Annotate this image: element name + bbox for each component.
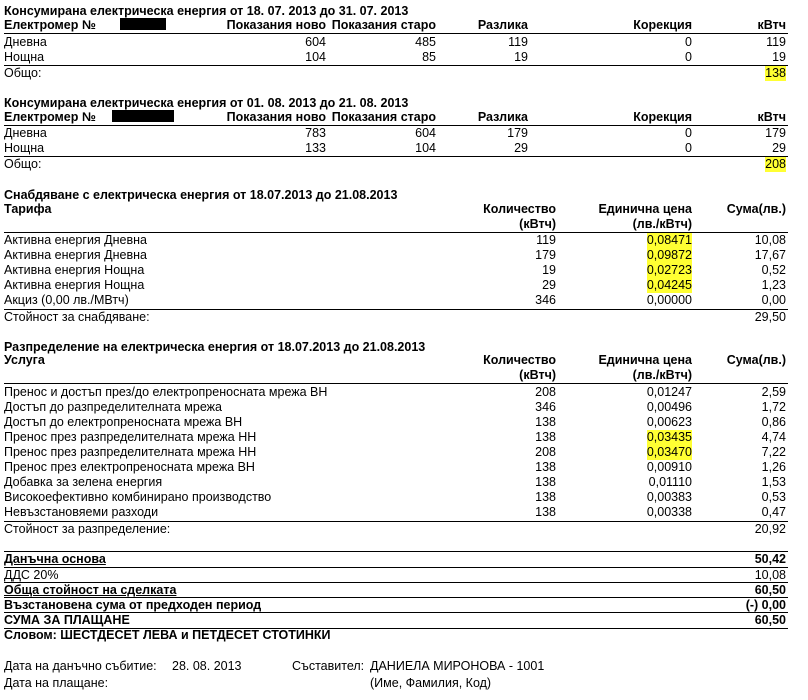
cons2-total: Общо: 208 (4, 157, 786, 171)
table-row: Добавка за зелена енергия 138 0,01110 1,53 (4, 475, 786, 489)
table-row: Акциз (0,00 лв./МВтч) 346 0,00000 0,00 (4, 293, 786, 307)
table-row: Активна енергия Дневна 119 0,08471 10,08 (4, 233, 786, 247)
footer-row-1: Дата на данъчно събитие: 28. 08. 2013 Съставител: ДАНИЕЛА МИРОНОВА - 1001 (4, 659, 545, 673)
redacted-meter-number (112, 110, 174, 122)
distribution-title: Разпределение на електрическа енергия от 18.07.2013 до 21.08.2013 (4, 340, 426, 354)
table-row: Достъп до електропреносната мрежа ВН 138 0,00623 0,86 (4, 415, 786, 429)
table-row: Активна енергия Дневна 179 0,09872 17,67 (4, 248, 786, 262)
meter-label: Електромер № (4, 18, 96, 32)
table-row: Пренос през разпределителната мрежа НН 208 0,03470 7,22 (4, 445, 786, 459)
table-row: Активна енергия Нощна 19 0,02723 0,52 (4, 263, 786, 277)
cons2-header: Електромер № Показания ново Показания старо Разлика Корекция кВтч (4, 110, 786, 124)
supply-header: Тарифа Количество (кВтч) Единична цена (лв./кВтч) Сума(лв.) (4, 202, 786, 231)
table-row: Пренос през разпределителната мрежа НН 138 0,03435 4,74 (4, 430, 786, 444)
refund-row: Възстановена сума от предходен период (-) 0,00 (4, 598, 786, 612)
supply-title: Снабдяване с електрическа енергия от 18.07.2013 до 21.08.2013 (4, 188, 398, 202)
tax-base-row: Данъчна основа 50,42 (4, 552, 786, 566)
table-row: Пренос и достъп през/до електропреносната мрежа ВН 208 0,01247 2,59 (4, 385, 786, 399)
table-row: Пренос през електропреносната мрежа ВН 138 0,00910 1,26 (4, 460, 786, 474)
distribution-header: Услуга Количество (кВтч) Единична цена (лв./кВтч) Сума(лв.) (4, 353, 786, 382)
distribution-total: Стойност за разпределение: 20,92 (4, 522, 786, 536)
table-row: Дневна 783 604 179 0 179 (4, 126, 786, 140)
table-row: Нощна 104 85 19 0 19 (4, 50, 786, 64)
deal-total-row: Обща стойност на сделката 60,50 (4, 583, 786, 597)
table-row: Високоефективно комбинирано производство 138 0,00383 0,53 (4, 490, 786, 504)
footer-row-2: Дата на плащане: (Име, Фамилия, Код) (4, 676, 492, 690)
amount-due-row: СУМА ЗА ПЛАЩАНЕ 60,50 (4, 613, 786, 627)
table-row: Нощна 133 104 29 0 29 (4, 141, 786, 155)
cons1-total: Общо: 138 (4, 66, 786, 80)
amount-in-words: Словом: ШЕСТДЕСЕТ ЛЕВА и ПЕТДЕСЕТ СТОТИНКИ (4, 628, 331, 642)
cons1-title: Консумирана електрическа енергия от 18. 07. 2013 до 31. 07. 2013 (4, 4, 409, 18)
cons1-header: Електромер № Показания ново Показания старо Разлика Корекция кВтч (4, 18, 786, 32)
table-row: Невъзстановяеми разходи 138 0,00338 0,47 (4, 505, 786, 519)
cons2-title: Консумирана електрическа енергия от 01. 08. 2013 до 21. 08. 2013 (4, 96, 409, 110)
table-row: Активна енергия Нощна 29 0,04245 1,23 (4, 278, 786, 292)
supply-total: Стойност за снабдяване: 29,50 (4, 310, 786, 324)
vat-row: ДДС 20% 10,08 (4, 568, 786, 582)
table-row: Дневна 604 485 119 0 119 (4, 35, 786, 49)
table-row: Достъп до разпределителната мрежа 346 0,00496 1,72 (4, 400, 786, 414)
redacted-meter-number (120, 18, 166, 30)
